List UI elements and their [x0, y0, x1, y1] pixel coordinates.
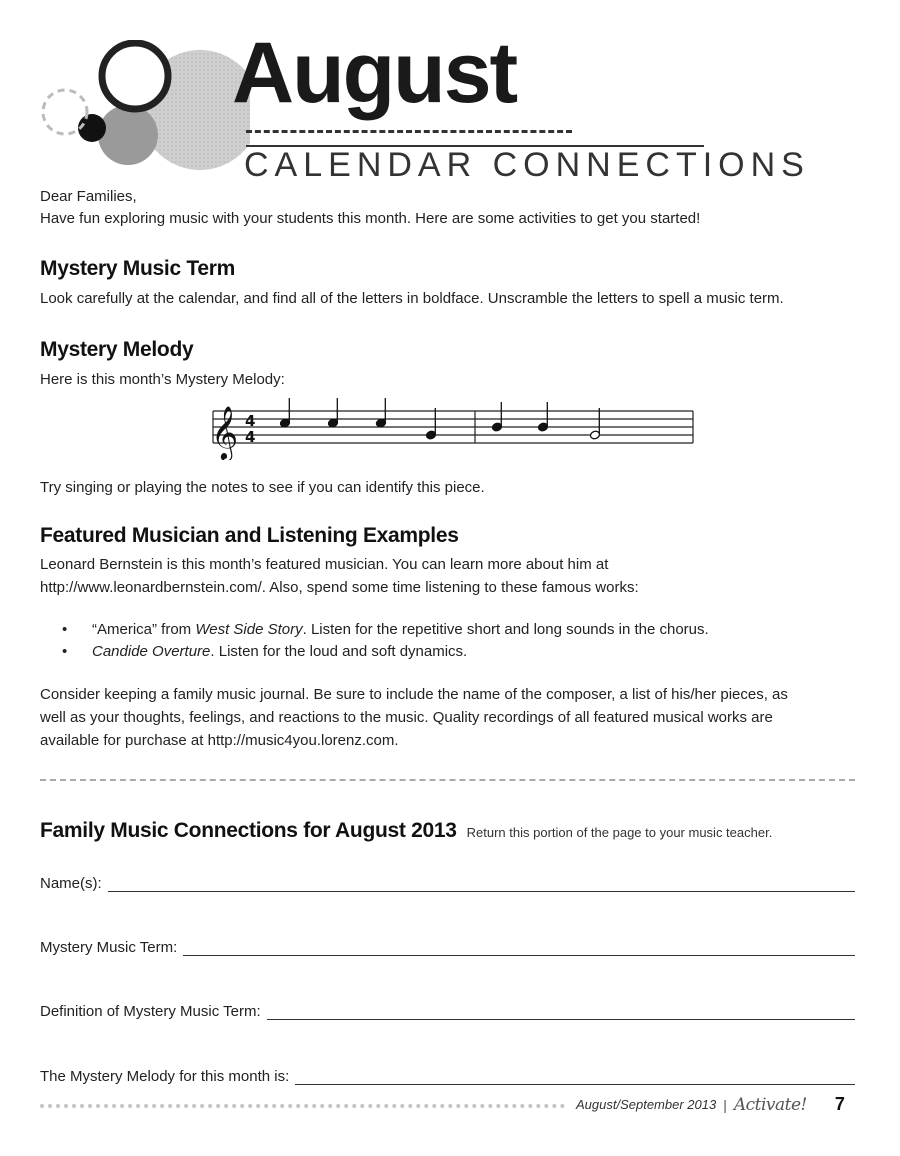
mystery-term-heading: Mystery Music Term [40, 257, 235, 280]
melody-field-row [40, 1068, 855, 1085]
note-7-half [589, 408, 600, 440]
featured-heading: Featured Musician and Listening Examples [40, 524, 459, 547]
intro-text: Have fun exploring music with your students this month. Here are some activities to get you started! [40, 210, 701, 227]
mystery-melody-intro: Here is this month’s Mystery Melody: [40, 371, 285, 388]
form-note: Return this portion of the page to your music teacher. [466, 825, 773, 840]
mystery-melody-heading: Mystery Melody [40, 338, 194, 361]
list-item: • Candide Overture. Listen for the loud and soft dynamics. [62, 641, 709, 663]
footer-issue: August/September 2013 [576, 1097, 717, 1112]
definition-field[interactable] [267, 1005, 855, 1020]
note-1 [279, 398, 290, 428]
bullet-icon: • [62, 621, 68, 638]
title-dashed-rule [246, 130, 572, 133]
footer-dotted-rule [40, 1104, 565, 1108]
header-circles-decoration [30, 40, 250, 180]
medium-gray-circle [98, 105, 158, 165]
journal-line-3: available for purchase at http://music4you.lorenz.com. [40, 732, 399, 749]
dashed-circle [43, 90, 87, 134]
melody-field-label: The Mystery Melody for this month is: [40, 1068, 290, 1085]
mystery-term-text: Look carefully at the calendar, and find all of the letters in boldface. Unscramble the letters to spell a music term. [40, 290, 784, 307]
definition-field-label: Definition of Mystery Music Term: [40, 1003, 261, 1020]
page-title: August [232, 25, 517, 121]
bullet-icon: • [62, 643, 68, 660]
note-6 [537, 402, 548, 432]
names-field-row [40, 875, 855, 892]
featured-line-2: http://www.leonardbernstein.com/. Also, spend some time listening to these famous works: [40, 579, 639, 596]
journal-line-2: well as your thoughts, feelings, and reactions to the music. Quality recordings of all featured musical works are [40, 709, 773, 726]
activate-logo: Activate! [733, 1094, 807, 1115]
mystery-term-field[interactable] [183, 941, 855, 956]
mystery-term-field-label: Mystery Music Term: [40, 939, 178, 956]
time-signature-top: 4 [245, 412, 256, 430]
page-number: 7 [834, 1094, 845, 1114]
definition-field-row [40, 1003, 855, 1020]
list-item: • “America” from West Side Story. Listen for the repetitive short and long sounds in the chorus. [62, 619, 709, 641]
mystery-melody-outro: Try singing or playing the notes to see if you can identify this piece. [40, 479, 485, 496]
listening-list [62, 619, 709, 663]
note-3 [375, 398, 386, 428]
greeting: Dear Families, [40, 188, 137, 205]
names-field-label: Name(s): [40, 875, 102, 892]
featured-line-1: Leonard Bernstein is this month’s featured musician. You can learn more about him at [40, 556, 609, 573]
form-heading-row [40, 820, 772, 841]
cut-line-divider [40, 779, 855, 781]
melody-field[interactable] [295, 1070, 855, 1085]
mystery-term-field-row [40, 939, 855, 956]
outline-circle [102, 43, 168, 109]
footer [576, 1094, 845, 1115]
note-4 [425, 408, 436, 440]
footer-separator: | [723, 1096, 727, 1113]
time-signature-bottom: 4 [245, 428, 256, 446]
names-field[interactable] [108, 877, 855, 892]
journal-line-1: Consider keeping a family music journal. Be sure to include the name of the composer, a list of his/her pieces, as [40, 686, 788, 703]
form-heading: Family Music Connections for August 2013 [40, 819, 457, 842]
note-2 [327, 398, 338, 428]
music-staff [205, 398, 697, 460]
note-5 [491, 402, 502, 432]
page-subtitle: CALENDAR CONNECTIONS [244, 146, 810, 184]
treble-clef-icon: 𝄞 [211, 405, 239, 459]
